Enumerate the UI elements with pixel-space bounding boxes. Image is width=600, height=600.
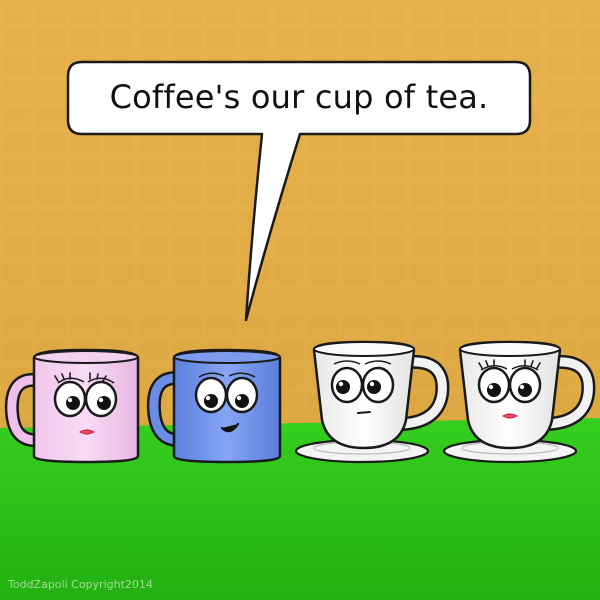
mouth	[358, 412, 370, 413]
lips	[503, 414, 517, 418]
blue-mug-character	[154, 350, 280, 462]
copyright-notice: ToddZapoli Copyright2014	[8, 578, 153, 591]
speech-text: Coffee's our cup of tea.	[109, 78, 489, 116]
